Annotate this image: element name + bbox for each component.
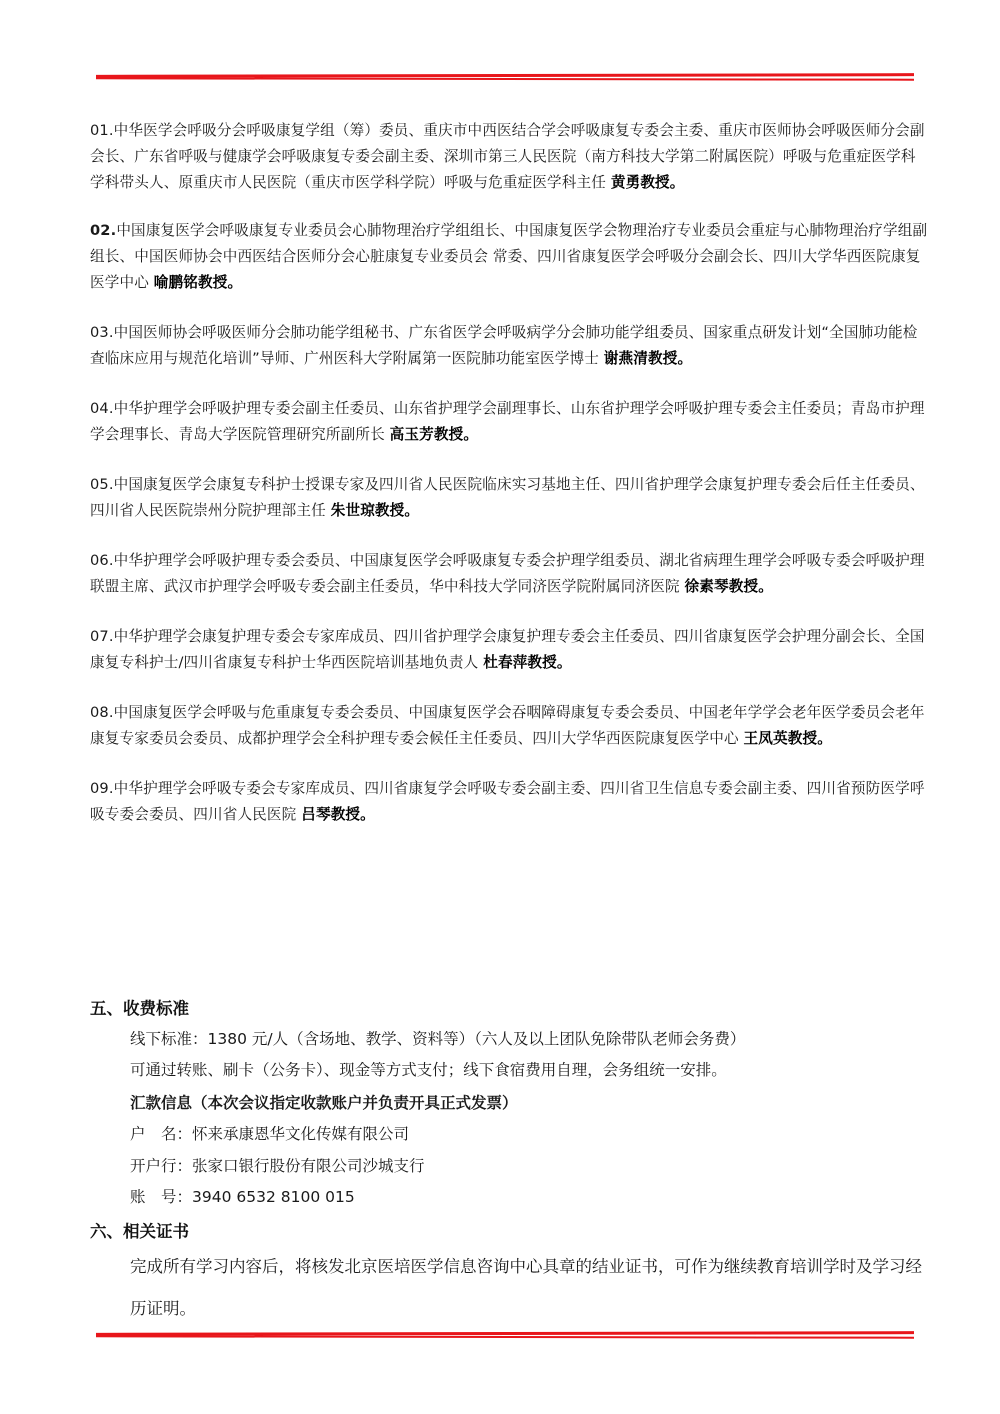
top-red-rule xyxy=(96,74,914,81)
expert-number: 07. xyxy=(90,628,114,645)
expert-name: 高玉芳教授。 xyxy=(389,426,479,443)
expert-item xyxy=(90,320,930,372)
expert-number: 03. xyxy=(90,324,114,341)
expert-item xyxy=(90,218,930,296)
expert-name: 徐素琴教授。 xyxy=(684,578,774,595)
expert-number: 05. xyxy=(90,476,114,493)
account-number-label: 账 号： xyxy=(130,1188,193,1206)
expert-description: 中华护理学会呼吸护理专委会副主任委员、山东省护理学会副理事长、山东省护理学会呼吸护理专委会主任委员；青岛市护理学会理事长、青岛大学医院管理研究所副所长 xyxy=(90,400,925,443)
expert-item xyxy=(90,548,930,600)
expert-description: 中国康复医学会呼吸与危重康复专委会委员、中国康复医学会吞咽障碍康复专委会委员、中国老年学学会老年医学委员会老年康复专家委员会委员、成都护理学会全科护理专委会候任主任委员、四川大学华西医院康复医学中心 xyxy=(90,704,925,747)
expert-number: 08. xyxy=(90,704,114,721)
expert-item xyxy=(90,118,930,196)
certificate-description: 完成所有学习内容后，将核发北京医培医学信息咨询中心具章的结业证书，可作为继续教育培训学时及学习经历证明。 xyxy=(130,1257,922,1318)
expert-description: 中国康复医学会康复专科护士授课专家及四川省人民医院临床实习基地主任、四川省护理学会康复护理专委会后任主任委员、四川省人民医院崇州分院护理部主任 xyxy=(90,476,925,519)
bottom-red-rule xyxy=(96,1332,914,1339)
expert-name: 谢燕清教授。 xyxy=(603,350,693,367)
bank-row xyxy=(130,1154,425,1176)
expert-description: 中华护理学会呼吸护理专委会委员、中国康复医学会呼吸康复专委会护理学组委员、湖北省病理生理学会呼吸专委会呼吸护理联盟主席、武汉市护理学会呼吸专委会副主任委员，华中科技大学同济医学院附属同济医院 xyxy=(90,552,925,595)
expert-number: 02. xyxy=(90,222,117,239)
top-rule-line-2 xyxy=(96,77,914,80)
expert-list xyxy=(90,116,930,828)
expert-item xyxy=(90,700,930,752)
expert-description: 中国医师协会呼吸医师分会肺功能学组秘书、广东省医学会呼吸病学分会肺功能学组委员、国家重点研发计划“全国肺功能检查临床应用与规范化培训”导师、广州医科大学附属第一医院肺功能室医学博士 xyxy=(90,324,918,367)
bank-value: 张家口银行股份有限公司沙城支行 xyxy=(192,1157,425,1175)
account-number-row xyxy=(130,1185,355,1207)
expert-number: 04. xyxy=(90,400,114,417)
expert-name: 黄勇教授。 xyxy=(610,174,685,191)
remittance-title: 汇款信息（本次会议指定收款账户并负责开具正式发票） xyxy=(130,1094,518,1112)
expert-item xyxy=(90,624,930,676)
account-number-value: 3940 6532 8100 015 xyxy=(192,1188,355,1206)
expert-description: 中华护理学会康复护理专委会专家库成员、四川省护理学会康复护理专委会主任委员、四川省康复医学会护理分副会长、全国康复专科护士/四川省康复专科护士华西医院培训基地负责人 xyxy=(90,628,925,671)
expert-item xyxy=(90,776,930,828)
expert-description: 中国康复医学会呼吸康复专业委员会心肺物理治疗学组组长、中国康复医学会物理治疗专业委员会重症与心肺物理治疗学组副组长、中国医师协会中西医结合医师分会心脏康复专业委员会 常委、四川省康复医学会呼吸分会副会长、四川大学华西医院康复医学中心 xyxy=(90,222,928,291)
payment-methods: 可通过转账、刷卡（公务卡）、现金等方式支付；线下食宿费用自理，会务组统一安排。 xyxy=(130,1061,727,1079)
bottom-rule-line-2 xyxy=(96,1335,914,1338)
offline-price: 线下标准：1380 元/人（含场地、教学、资料等）（六人及以上团队免除带队老师会务费） xyxy=(130,1030,746,1048)
account-name-value: 怀来承康恩华文化传媒有限公司 xyxy=(192,1125,410,1143)
expert-item xyxy=(90,472,930,524)
expert-name: 吕琴教授。 xyxy=(301,806,375,823)
expert-name: 王凤英教授。 xyxy=(743,730,832,747)
expert-number: 01. xyxy=(90,122,114,139)
expert-number: 09. xyxy=(90,780,114,797)
expert-item xyxy=(90,396,930,448)
account-name-label: 户 名： xyxy=(130,1125,193,1143)
certificate-section-heading: 六、相关证书 xyxy=(90,1222,189,1241)
expert-name: 喻鹏铭教授。 xyxy=(153,274,243,291)
bank-label: 开户行： xyxy=(130,1157,193,1175)
expert-name: 朱世琼教授。 xyxy=(330,502,420,519)
expert-description: 中华医学会呼吸分会呼吸康复学组（筹）委员、重庆市中西医结合学会呼吸康复专委会主委、重庆市医师协会呼吸医师分会副会长、广东省呼吸与健康学会呼吸康复专委会副主委、深圳市第三人民医院（南方科技大学第二附属医院）呼吸与危重症医学科学科带头人、原重庆市人民医院（重庆市医学科学院）呼吸与危重症医学科主任 xyxy=(90,122,925,191)
expert-number: 06. xyxy=(90,552,114,569)
expert-name: 杜春萍教授。 xyxy=(483,654,572,671)
expert-description: 中华护理学会呼吸专委会专家库成员、四川省康复学会呼吸专委会副主委、四川省卫生信息专委会副主委、四川省预防医学呼吸专委会委员、四川省人民医院 xyxy=(90,780,925,823)
account-name-row xyxy=(130,1122,409,1144)
fee-section-heading: 五、收费标准 xyxy=(90,999,189,1018)
